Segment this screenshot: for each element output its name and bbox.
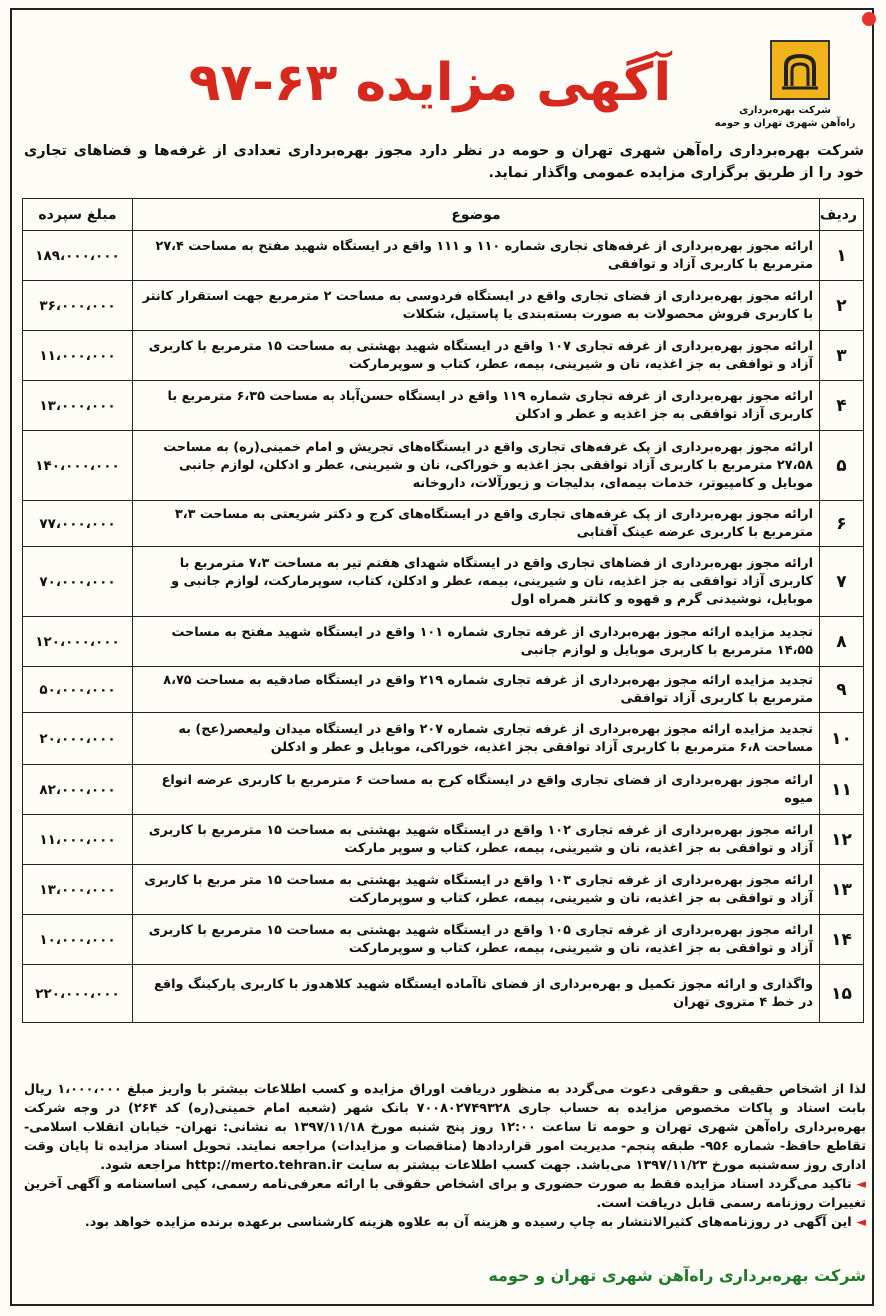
cell-row-number: ۱۰ <box>820 713 864 765</box>
cell-subject: ارائه مجوز بهره‌برداری از غرفه تجاری ۱۰۳ واقع در ایستگاه شهید بهشتی به مساحت ۱۵ متر مربع با کاربری آزاد و توافقی به جز اغذیه، نان و شیرینی، بیمه، عطر، کتاب و سوپرمارکت <box>133 865 820 915</box>
cell-subject: ارائه مجوز بهره‌برداری از غرفه تجاری ۱۰۵ واقع در ایستگاه شهید بهشتی به مساحت ۱۵ مترمربع با کاربری آزاد و توافقی به جز اغذیه، نان و شیرینی، بیمه، عطر، کتاب و سوپرمارکت <box>133 915 820 965</box>
cell-deposit: ۱۳،۰۰۰،۰۰۰ <box>23 381 133 431</box>
red-dot-icon <box>862 12 876 26</box>
cell-row-number: ۳ <box>820 331 864 381</box>
cell-row-number: ۲ <box>820 281 864 331</box>
cell-deposit: ۱۳،۰۰۰،۰۰۰ <box>23 865 133 915</box>
cell-deposit: ۷۰،۰۰۰،۰۰۰ <box>23 547 133 617</box>
table-row <box>23 381 864 431</box>
cell-deposit: ۵۰،۰۰۰،۰۰۰ <box>23 667 133 713</box>
footer-paragraph-3 <box>24 1213 866 1232</box>
cell-deposit: ۱۸۹،۰۰۰،۰۰۰ <box>23 231 133 281</box>
table-row <box>23 231 864 281</box>
cell-deposit: ۳۶،۰۰۰،۰۰۰ <box>23 281 133 331</box>
cell-row-number: ۶ <box>820 501 864 547</box>
cell-deposit: ۷۷،۰۰۰،۰۰۰ <box>23 501 133 547</box>
header-row-number: ردیف <box>820 199 864 231</box>
table-row <box>23 431 864 501</box>
intro-paragraph: شرکت بهره‌برداری راه‌آهن شهری تهران و حومه در نظر دارد مجوز بهره‌برداری تعدادی از غرفه‌ها و فضاهای تجاری خود را از طریق برگزاری مزایده عمومی واگذار نماید. <box>24 143 864 181</box>
cell-subject: ارائه مجوز بهره‌برداری از غرفه‌های تجاری شماره ۱۱۰ و ۱۱۱ واقع در ایستگاه شهید مفتح به مساحت ۲۷،۴ مترمربع با کاربری آزاد و توافقی <box>133 231 820 281</box>
table-row <box>23 915 864 965</box>
table-body <box>23 231 864 1023</box>
cell-row-number: ۹ <box>820 667 864 713</box>
cell-deposit: ۱۱،۰۰۰،۰۰۰ <box>23 815 133 865</box>
cell-subject: تجدید مزایده ارائه مجوز بهره‌برداری از غرفه تجاری شماره ۲۰۷ واقع در ایستگاه میدان ولیعصر(عج) به مساحت ۶،۸ مترمربع با کاربری آزاد توافقی بجز اغذیه، خوراکی، موبایل و عطر و ادکلن <box>133 713 820 765</box>
auction-table <box>22 198 864 1023</box>
cell-row-number: ۱۲ <box>820 815 864 865</box>
cell-row-number: ۴ <box>820 381 864 431</box>
table-row <box>23 331 864 381</box>
cell-deposit: ۱۲۰،۰۰۰،۰۰۰ <box>23 617 133 667</box>
table-row <box>23 617 864 667</box>
cell-subject: ارائه مجوز بهره‌برداری از فضای تجاری واقع در ایستگاه فردوسی به مساحت ۲ مترمربع جهت استقرار کانتر با کاربری فروش محصولات به صورت بسته‌بندی یا پاستیل، شکلات <box>133 281 820 331</box>
cell-deposit: ۲۲۰،۰۰۰،۰۰۰ <box>23 965 133 1023</box>
footer-paragraph-3-text: این آگهی در روزنامه‌های کثیرالانتشار به چاپ رسیده و هزینه آن به علاوه هزینه کارشناسی برعهده برنده مزایده خواهد بود. <box>84 1215 852 1230</box>
cell-subject: ارائه مجوز بهره‌برداری از غرفه تجاری ۱۰۲ واقع در ایستگاه شهید بهشتی به مساحت ۱۵ مترمربع با کاربری آزاد و توافقی به جز اغذیه، نان و شیرینی، بیمه، عطر، کتاب و سوپر مارکت <box>133 815 820 865</box>
footer-paragraph-1: لذا از اشخاص حقیقی و حقوقی دعوت می‌گردد به منظور دریافت اوراق مزایده و کسب اطلاعات بیشتر با واریز مبلغ ۱،۰۰۰،۰۰۰ ریال بابت اسناد و پاکات مخصوص مزایده به حساب جاری ۷۰۰۸۰۲۷۴۹۳۲۸ بانک شهر (شعبه امام خمینی(ره) کد ۲۶۴) در وجه شرکت بهره‌برداری راه‌آهن شهری تهران و حومه تا ساعت ۱۲:۰۰ روز پنج شنبه مورخ ۱۳۹۷/۱۱/۱۸ به نشانی: تهران- خیابان انقلاب اسلامی- تقاطع حافظ- شماره ۹۵۶- طبقه پنجم- مدیریت امور قراردادها (مناقصات و مزایدات) مراجعه نمایند. تحویل اسناد مزایده تا پایان وقت اداری روز سه‌شنبه مورخ ۱۳۹۷/۱۱/۲۳ می‌باشد. جهت کسب اطلاعات بیشتر به سایت http://merto.tehran.ir مراجعه شود. <box>24 1082 867 1173</box>
header-subject: موضوع <box>133 199 820 231</box>
cell-deposit: ۲۰،۰۰۰،۰۰۰ <box>23 713 133 765</box>
footer-paragraph-2 <box>24 1175 866 1213</box>
cell-row-number: ۵ <box>820 431 864 501</box>
footer-notes <box>24 1080 866 1232</box>
cell-subject: ارائه مجوز بهره‌برداری از پک غرفه‌های تجاری واقع در ایستگاه‌های تجریش و امام خمینی(ره) به مساحت ۲۷،۵۸ مترمربع با کاربری آزاد توافقی بجز اغذیه و خوراکی، نان و شیرینی، عطر و ادکلن، لوازم جانبی موبایل و کامپیوتر، خدمات بیمه‌ای، بدلیجات و زیورآلات، داروخانه <box>133 431 820 501</box>
table-row <box>23 865 864 915</box>
company-line2: راه‌آهن شهری تهران و حومه <box>714 118 856 129</box>
table-row <box>23 765 864 815</box>
table-row <box>23 713 864 765</box>
table-row <box>23 547 864 617</box>
company-name <box>700 104 870 130</box>
cell-row-number: ۱۱ <box>820 765 864 815</box>
table-row <box>23 281 864 331</box>
header-deposit: مبلغ سپرده <box>23 199 133 231</box>
cell-deposit: ۱۱،۰۰۰،۰۰۰ <box>23 331 133 381</box>
cell-subject: ارائه مجوز بهره‌برداری از فضای تجاری واقع در ایستگاه کرج به مساحت ۶ مترمربع با کاربری عرضه انواع میوه <box>133 765 820 815</box>
cell-row-number: ۱۳ <box>820 865 864 915</box>
cell-subject: تجدید مزایده ارائه مجوز بهره‌برداری از غرفه تجاری شماره ۲۱۹ واقع در ایستگاه صادقیه به مساحت ۸،۷۵ مترمربع با کاربری آزاد توافقی <box>133 667 820 713</box>
table-row <box>23 501 864 547</box>
page-title: آگهی مزایده ۶۳-۹۷ <box>188 53 672 113</box>
company-line1: شرکت بهره‌برداری <box>739 105 831 116</box>
metro-logo-icon <box>770 40 830 100</box>
table-row <box>23 815 864 865</box>
cell-row-number: ۱ <box>820 231 864 281</box>
cell-subject: ارائه مجوز بهره‌برداری از غرفه تجاری شماره ۱۱۹ واقع در ایستگاه حسن‌آباد به مساحت ۶،۳۵ مترمربع با کاربری آزاد توافقی به جز اغذیه و عطر و ادکلن <box>133 381 820 431</box>
cell-deposit: ۱۴۰،۰۰۰،۰۰۰ <box>23 431 133 501</box>
cell-deposit: ۸۲،۰۰۰،۰۰۰ <box>23 765 133 815</box>
cell-subject: ارائه مجوز بهره‌برداری از غرفه تجاری ۱۰۷ واقع در ایستگاه شهید بهشتی به مساحت ۱۵ مترمربع با کاربری آزاد و توافقی به جز اغذیه، نان و شیرینی، بیمه، عطر، کتاب و سوپرمارکت <box>133 331 820 381</box>
table-row <box>23 667 864 713</box>
footer-paragraph-2-text: تاکید می‌گردد اسناد مزایده فقط به صورت حضوری و برای اشخاص حقوقی با ارائه معرفی‌نامه رسمی، کپی اساسنامه و آگهی آخرین تغییرات روزنامه رسمی قابل دریافت است. <box>24 1177 866 1211</box>
cell-row-number: ۷ <box>820 547 864 617</box>
table-header-row <box>23 199 864 231</box>
table-row <box>23 965 864 1023</box>
cell-subject: ارائه مجوز بهره‌برداری از فضاهای تجاری واقع در ایستگاه شهدای هفتم تیر به مساحت ۷،۳ مترمربع با کاربری آزاد توافقی به جز اغذیه، نان و شیرینی، بیمه، عطر و ادکلن، کتاب، سوپرمارکت، لوازم جانبی و موبایل، نوشیدنی گرم و قهوه و کانتر همراه اول <box>133 547 820 617</box>
cell-subject: ارائه مجوز بهره‌برداری از پک غرفه‌های تجاری واقع در ایستگاه‌های کرج و دکتر شریعتی به مساحت ۳،۳ مترمربع با کاربری عرضه عینک آفتابی <box>133 501 820 547</box>
cell-subject: تجدید مزایده ارائه مجوز بهره‌برداری از غرفه تجاری شماره ۱۰۱ واقع در ایستگاه شهید مفتح به مساحت ۱۴،۵۵ مترمربع با کاربری موبایل و لوازم جانبی <box>133 617 820 667</box>
cell-subject: واگذاری و ارائه مجوز تکمیل و بهره‌برداری از فضای ناآماده ایستگاه شهید کلاهدوز با کاربری پارکینگ واقع در خط ۴ متروی تهران <box>133 965 820 1023</box>
cell-row-number: ۸ <box>820 617 864 667</box>
red-arrow-icon: ◄ <box>856 1177 866 1192</box>
cell-row-number: ۱۵ <box>820 965 864 1023</box>
cell-deposit: ۱۰،۰۰۰،۰۰۰ <box>23 915 133 965</box>
signature: شرکت بهره‌برداری راه‌آهن شهری تهران و حومه <box>488 1266 866 1285</box>
cell-row-number: ۱۴ <box>820 915 864 965</box>
red-arrow-icon: ◄ <box>856 1215 866 1230</box>
